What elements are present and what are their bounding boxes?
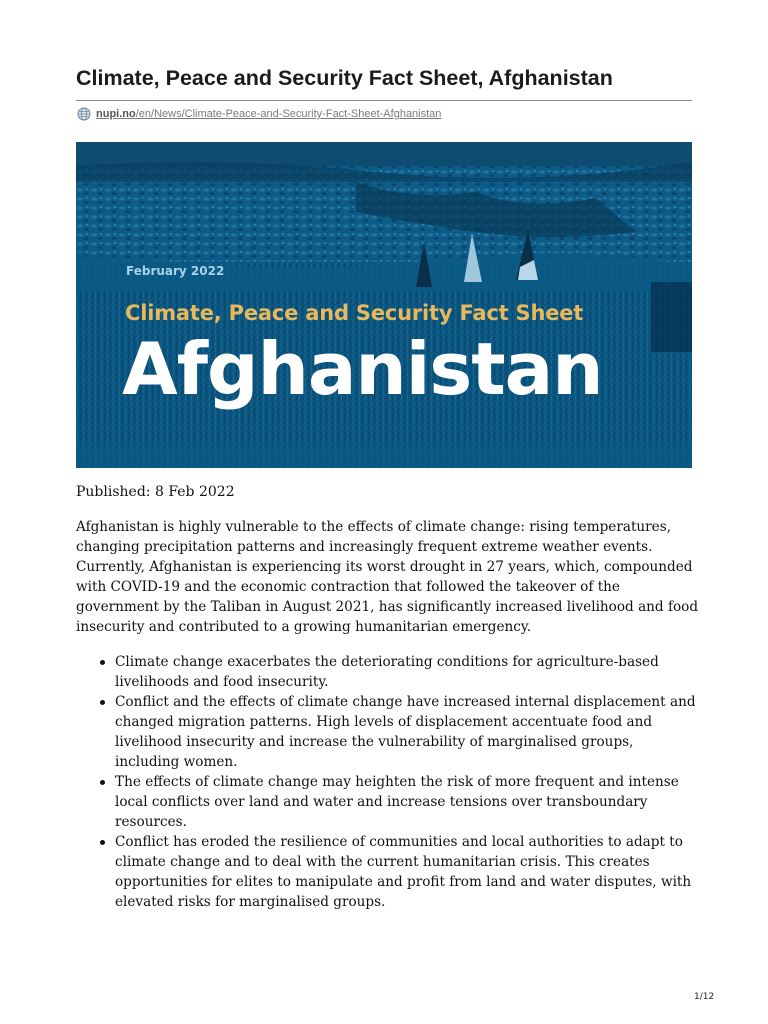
list-item: Conflict has eroded the resilience of communities and local authorities to adapt to climate change and to deal with the current humanitarian crisis. This creates opportunities for elites to manipulate and profit from land and water disputes, with elevated risks for marginalised groups. bbox=[76, 832, 701, 912]
globe-icon bbox=[77, 107, 91, 121]
banner-date: February 2022 bbox=[126, 264, 225, 278]
page-number: 1/12 bbox=[694, 992, 715, 1002]
banner-subtitle: Climate, Peace and Security Fact Sheet bbox=[125, 301, 584, 325]
intro-paragraph: Afghanistan is highly vulnerable to the effects of climate change: rising temperatures, changing precipitation patterns and increasingly frequent extreme weather events. Currently, Afghanistan is experiencing its worst drought in 27 years, which, compounded with COVID-19 and the economic contraction that followed the takeover of the government by the Taliban in August 2021, has significantly increased livelihood and food insecurity and contributed to a growing humanitarian emergency. bbox=[76, 519, 699, 635]
key-points-list bbox=[76, 652, 701, 912]
hero-banner bbox=[76, 142, 692, 468]
list-item: Conflict and the effects of climate change have increased internal displacement and changed migration patterns. High levels of displacement accentuate food and livelihood insecurity and increase the vulnerability of marginalised groups, including women. bbox=[76, 692, 701, 772]
banner-heading: Afghanistan bbox=[122, 327, 603, 411]
source-path: /en/News/Climate-Peace-and-Security-Fact-Sheet-Afghanistan bbox=[135, 108, 442, 120]
published-date: Published: 8 Feb 2022 bbox=[76, 484, 235, 500]
source-url-link[interactable] bbox=[96, 108, 441, 120]
list-item: The effects of climate change may heighten the risk of more frequent and intense local conflicts over land and water and increase tensions over transboundary resources. bbox=[76, 772, 701, 832]
source-link-row bbox=[77, 106, 441, 122]
source-domain: nupi.no bbox=[96, 108, 136, 120]
list-item: Climate change exacerbates the deteriorating conditions for agriculture-based livelihoods and food insecurity. bbox=[76, 652, 701, 692]
page-title: Climate, Peace and Security Fact Sheet, Afghanistan bbox=[76, 66, 613, 90]
title-divider bbox=[76, 100, 692, 101]
